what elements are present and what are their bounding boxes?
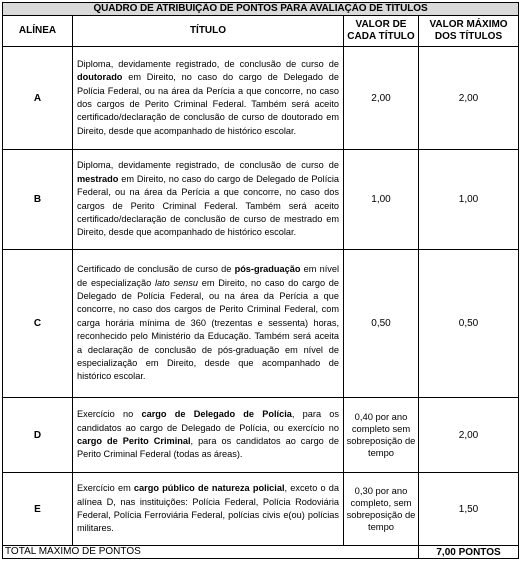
description-emphasis: cargo público de natureza policial — [133, 483, 285, 494]
header-alinea: ALÍNEA — [3, 16, 73, 47]
titles-table-wrapper — [2, 2, 518, 559]
row-value-each: 0,40 por ano completo sem sobreposição de tempo — [344, 398, 419, 473]
table-header-row — [3, 16, 519, 47]
row-letter: C — [3, 250, 73, 398]
header-titulo: TÍTULO — [73, 16, 344, 47]
table-row — [3, 250, 519, 398]
row-description — [73, 150, 344, 250]
row-value-max: 2,00 — [419, 47, 519, 150]
row-letter: D — [3, 398, 73, 473]
row-value-each: 0,50 — [344, 250, 419, 398]
description-text: , exceto o da alínea D, nas instituições: Polícia Federal, Polícia Rodoviária Federal, Polícia Ferroviária Federal, polícias civis e(ou) polícias militares. — [77, 483, 339, 534]
total-row — [3, 546, 519, 559]
row-description — [73, 473, 344, 546]
row-description — [73, 47, 344, 150]
table-row — [3, 150, 519, 250]
row-description — [73, 250, 344, 398]
row-description — [73, 398, 344, 473]
row-letter: B — [3, 150, 73, 250]
table-row — [3, 398, 519, 473]
description-text: Exercício em — [77, 483, 134, 494]
table-row — [3, 473, 519, 546]
description-text: Exercício no — [77, 409, 142, 420]
description-text: , para os candidatos ao cargo de Delegado de Polícia, ou exercício no — [77, 409, 339, 433]
titles-points-table — [2, 2, 519, 559]
table-title-row — [3, 3, 519, 16]
description-emphasis: cargo de Perito Criminal — [77, 436, 191, 446]
row-letter: A — [3, 47, 73, 150]
row-value-max: 0,50 — [419, 250, 519, 398]
description-text: em Direito, no caso do cargo de Delegado de Polícia Federal, ou na área da Perícia a que concorre, no caso dos cargos de Perito Criminal Federal, com carga horária mínima de 360 (trezentas e sessenta) horas, reconhecido pelo Ministério da Educação. Também será aceita a declaração de conclusão de pós-graduação em nível de especialização em Direito, desde que acompanhado de histórico escolar. — [77, 277, 339, 382]
description-emphasis: pós-graduação — [234, 264, 301, 275]
description-text: Diploma, devidamente registrado, de conclusão de curso de — [77, 58, 339, 69]
row-value-max: 1,00 — [419, 150, 519, 250]
description-italic: lato sensu — [154, 277, 198, 288]
table-title: QUADRO DE ATRIBUIÇÃO DE PONTOS PARA AVALIAÇÃO DE TÍTULOS — [3, 3, 519, 16]
description-text: em nível de especialização — [77, 264, 339, 288]
description-text: em Direito, no caso do cargo de Delegado de Polícia Federal, ou na área da Perícia a que concorre, no caso dos cargos de Perito Criminal Federal. Também será aceito certificado/declaração de conclusão de curso de mestrado em Direito, desde que acompanhado de histórico escolar. — [77, 173, 339, 238]
description-emphasis: mestrado — [77, 173, 119, 184]
row-value-max: 2,00 — [419, 398, 519, 473]
description-text: , para os candidatos ao cargo de Perito Criminal Federal (todas as áreas). — [77, 436, 339, 460]
row-value-each: 1,00 — [344, 150, 419, 250]
row-value-max: 1,50 — [419, 473, 519, 546]
total-label: TOTAL MÁXIMO DE PONTOS — [3, 546, 419, 559]
table-row — [3, 47, 519, 150]
description-emphasis: cargo de Delegado de Polícia — [141, 409, 292, 420]
row-value-each: 0,30 por ano completo, sem sobreposição de tempo — [344, 473, 419, 546]
description-text: em Direito, no caso do cargo de Delegado de Polícia Federal, ou na área da Perícia a que concorre, no caso dos cargos de Perito Criminal Federal. Também será aceito certificado/declaração de conclusão de curso de doutorado em Direito, desde que acompanhado de histórico escolar. — [77, 72, 339, 136]
description-text: Diploma, devidamente registrado, de conclusão de curso de — [77, 160, 339, 171]
description-text: Certificado de conclusão de curso de — [77, 264, 235, 275]
row-letter: E — [3, 473, 73, 546]
header-valor-maximo: VALOR MÁXIMO DOS TÍTULOS — [419, 16, 519, 47]
total-value: 7,00 PONTOS — [419, 546, 519, 559]
header-valor-cada: VALOR DE CADA TÍTULO — [344, 16, 419, 47]
row-value-each: 2,00 — [344, 47, 419, 150]
description-emphasis: doutorado — [77, 72, 123, 83]
